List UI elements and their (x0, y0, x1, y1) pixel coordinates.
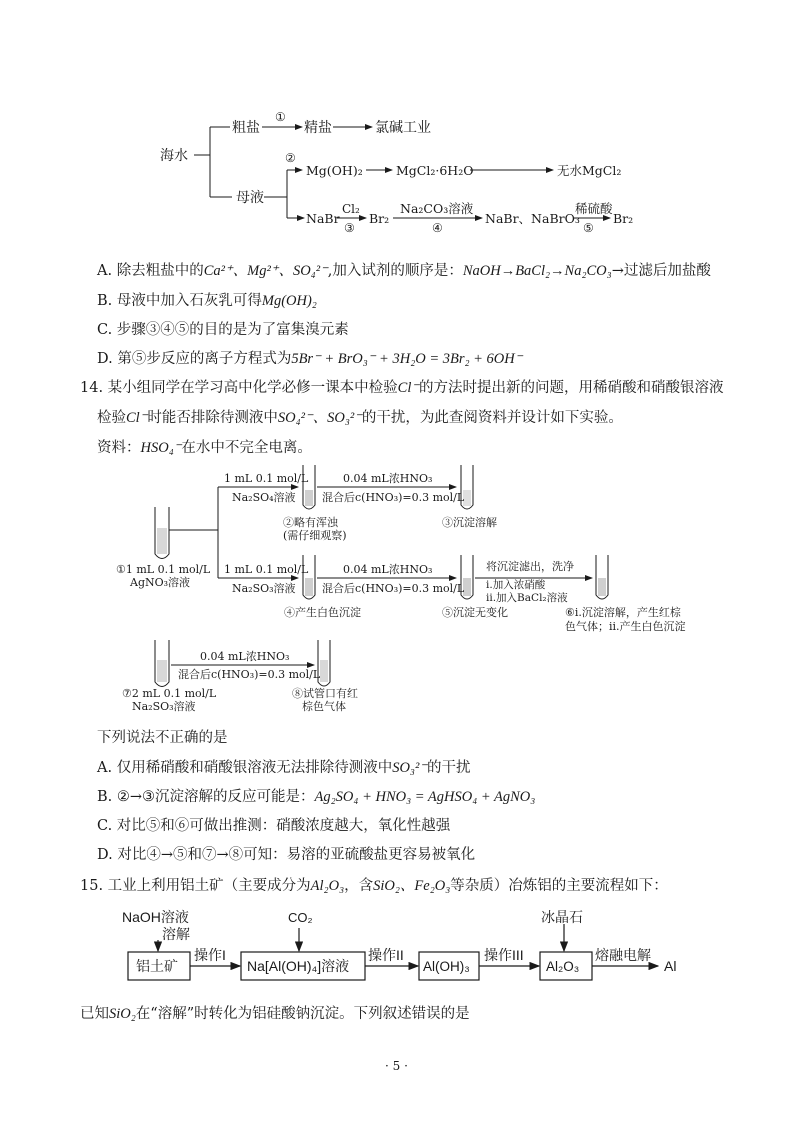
tube2-label-line2: (需仔细观察) (283, 529, 347, 542)
aloh3-label: Al(OH)₃ (423, 959, 470, 974)
seawater-flow-diagram (0, 0, 800, 240)
top-input-line1: 1 mL 0.1 mol/L (224, 472, 309, 485)
tube7-label-line2: Na₂SO₃溶液 (132, 700, 196, 713)
op1-label: 操作I (194, 947, 226, 963)
cl2-label: Cl₂ (342, 202, 360, 216)
tube7-label-line1: ⑦2 mL 0.1 mol/L (122, 687, 217, 700)
filter-step-line1: 将沉淀滤出，洗净 (486, 560, 574, 573)
refined-salt-label: 精盐 (304, 120, 332, 136)
bottom-hno3-line1: 0.04 mL浓HNO₃ (200, 650, 290, 663)
co2-label: CO₂ (288, 910, 313, 925)
page-number: · 5 · (385, 1059, 408, 1073)
dissolve-label: 溶解 (162, 926, 190, 942)
q13-option-d: D. 第⑤步反应的离子方程式为5Br⁻ + BrO₃⁻ + 3H₂O = 3Br₂ + 6OH⁻ (97, 351, 523, 367)
nabr-label: NaBr (306, 211, 340, 226)
tube2-label-line1: ②略有浑浊 (283, 516, 338, 529)
tube8-label-line2: 棕色气体 (302, 700, 346, 713)
op2-label: 操作II (368, 947, 404, 963)
mid-input-line1: 1 mL 0.1 mol/L (224, 563, 309, 576)
naoh-label: NaOH溶液 (122, 909, 189, 925)
crude-salt-label: 粗盐 (232, 120, 260, 136)
q13-option-c: C. 步骤③④⑤的目的是为了富集溴元素 (97, 322, 349, 338)
q14-stem-line2: 检验Cl⁻时能否排除待测液中SO₄²⁻、SO₃²⁻的干扰，为此查阅资料并设计如下实验。 (97, 410, 623, 426)
filter-step-line3: ii.加入BaCl₂溶液 (486, 592, 568, 604)
q14-stem-line1: 14. 某小组同学在学习高中化学必修一课本中检验Cl⁻的方法时提出新的问题，用稀硝酸和硝酸银溶液 (80, 380, 724, 396)
step5-label: ⑤ (583, 221, 594, 235)
q14-option-d: D. 对比④→⑤和⑦→⑧可知：易溶的亚硫酸盐更容易被氧化 (97, 847, 476, 863)
bauxite-label: 铝土矿 (136, 958, 178, 974)
br2-label-a: Br₂ (369, 211, 390, 226)
dilute-h2so4-label: 稀硫酸 (575, 201, 613, 216)
tube1-label-line1: ①1 mL 0.1 mol/L (116, 563, 211, 576)
q14-option-a: A. 仅用稀硝酸和硝酸银溶液无法排除待测液中SO₃²⁻的干扰 (97, 760, 471, 776)
al2o3-label: Al₂O₃ (546, 959, 580, 974)
step1-label: ① (275, 110, 286, 124)
mid-hno3-line1: 0.04 mL浓HNO₃ (343, 563, 433, 576)
tube6-label-line1: ⑥i.沉淀溶解，产生红棕 (565, 606, 681, 619)
top-input-line2: Na₂SO₄溶液 (232, 491, 296, 504)
chlor-alkali-label: 氯碱工业 (375, 120, 431, 136)
tube8-label-line1: ⑧试管口有红 (292, 687, 358, 700)
q15-stem: 15. 工业上利用铝土矿（主要成分为Al₂O₃，含SiO₂、Fe₂O₃等杂质）冶炼铝的主要流程如下： (80, 878, 668, 894)
top-hno3-line2: 混合后c(HNO₃)=0.3 mol/L (322, 491, 465, 504)
q13-option-b: B. 母液中加入石灰乳可得Mg(OH)₂ (97, 293, 317, 309)
al-label: Al (664, 958, 677, 974)
q13-option-a: A. 除去粗盐中的Ca²⁺、Mg²⁺、SO₄²⁻,加入试剂的顺序是：NaOH→BaCl₂→Na₂CO₃→过滤后加盐酸 (97, 263, 711, 279)
tube4-label: ④产生白色沉淀 (284, 606, 361, 619)
tube6-label-line2: 色气体；ii.产生白色沉淀 (565, 620, 686, 633)
cryolite-label: 冰晶石 (541, 909, 583, 925)
nabr-nabro3-label: NaBr、NaBrO₃ (485, 211, 580, 226)
electrolysis-label: 熔融电解 (595, 947, 651, 963)
br2-label-b: Br₂ (613, 211, 634, 226)
tube1-label-line2: AgNO₃溶液 (130, 576, 191, 589)
q14-experiment-diagram (0, 460, 800, 713)
seawater-label: 海水 (160, 148, 188, 164)
q15-process-flow (0, 900, 800, 1000)
q14-resource: 资料：HSO₄⁻在水中不完全电离。 (97, 440, 312, 456)
q14-question: 下列说法不正确的是 (97, 730, 228, 746)
filter-step-line2: i.加入浓硝酸 (486, 579, 546, 591)
q15-known: 已知SiO₂在“溶解”时转化为铝硅酸钠沉淀。下列叙述错误的是 (80, 1006, 470, 1022)
op3-label: 操作III (484, 947, 524, 963)
solution-label: Na[Al(OH)₄]溶液 (247, 958, 350, 974)
tube3-label: ③沉淀溶解 (442, 516, 497, 529)
mid-hno3-line2: 混合后c(HNO₃)=0.3 mol/L (322, 582, 465, 595)
mid-input-line2: Na₂SO₃溶液 (232, 582, 296, 595)
mgoh2-label: Mg(OH)₂ (306, 163, 363, 178)
q14-option-b: B. ②→③沉淀溶解的反应可能是：Ag₂SO₄ + HNO₃ = AgHSO₄ + AgNO₃ (97, 789, 536, 805)
tube5-label: ⑤沉淀无变化 (442, 606, 508, 619)
bottom-hno3-line2: 混合后c(HNO₃)=0.3 mol/L (178, 668, 321, 681)
top-hno3-line1: 0.04 mL浓HNO₃ (343, 472, 433, 485)
step3-label: ③ (344, 221, 355, 235)
mgcl2-label: MgCl₂·6H₂O (396, 163, 474, 178)
anhydrous-mgcl2-label: 无水MgCl₂ (557, 163, 622, 178)
mother-liquor-label: 母液 (236, 190, 264, 206)
step2-label: ② (285, 151, 296, 165)
na2co3-label: Na₂CO₃溶液 (400, 201, 474, 216)
q14-option-c: C. 对比⑤和⑥可做出推测：硝酸浓度越大，氧化性越强 (97, 818, 451, 834)
step4-label: ④ (432, 221, 443, 235)
